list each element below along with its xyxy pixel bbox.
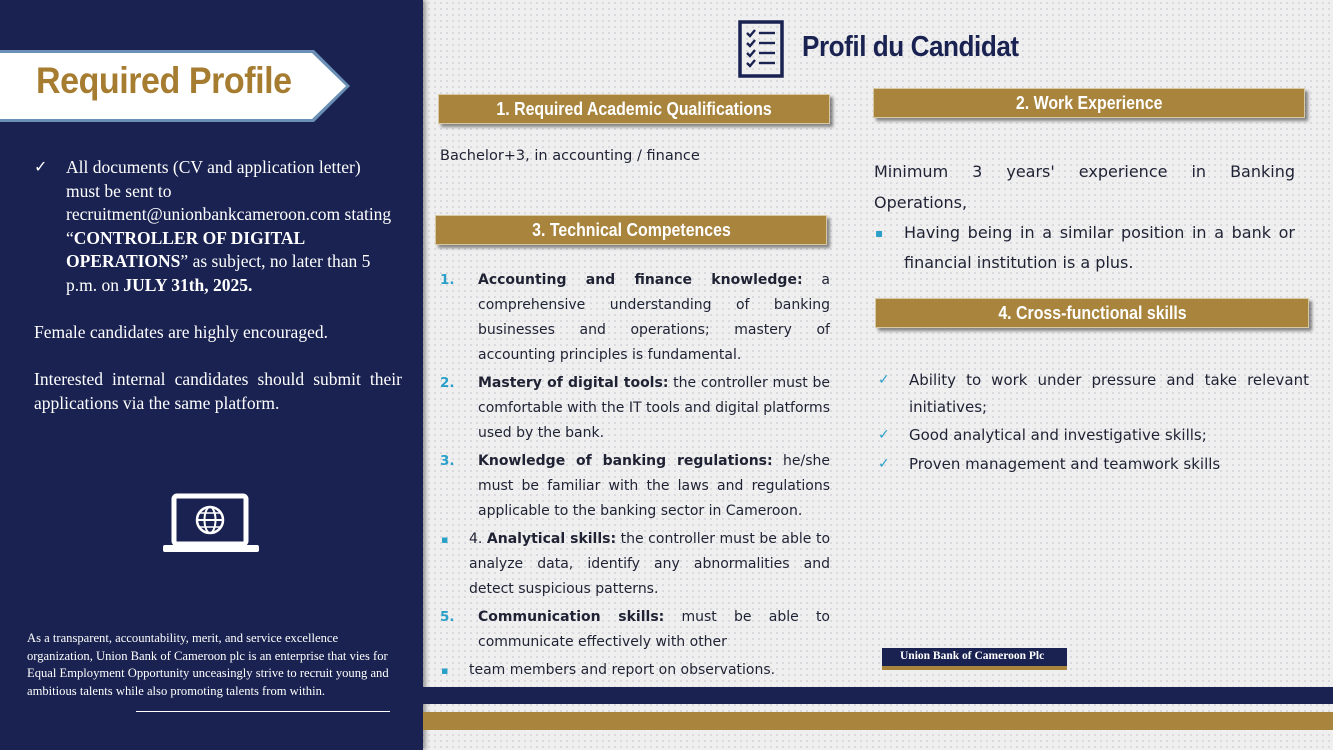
union-bank-logo <box>882 648 1067 670</box>
left-panel <box>0 0 423 750</box>
list-item <box>878 451 1309 478</box>
work-section-title: 2. Work Experience <box>1015 92 1163 113</box>
required-profile-banner <box>0 50 352 122</box>
internal-candidates-note: Interested internal candidates should submit their applications via the same platform. <box>34 369 402 413</box>
gold-stripe <box>423 712 1333 730</box>
navy-stripe <box>423 687 1333 704</box>
work-section-header <box>873 88 1305 118</box>
checkmark-icon: ✓ <box>878 372 890 388</box>
logo-text: Union Bank of Cameroon Plc <box>900 650 1045 662</box>
instructions-text-2: ” as subject, no later than 5 p.m. on <box>66 251 371 295</box>
checkmark-icon: ✓ <box>34 159 48 176</box>
list-item <box>440 605 830 655</box>
list-marker: 3. <box>440 453 455 469</box>
checkmark-icon: ✓ <box>878 427 890 443</box>
equal-opportunity-statement: As a transparent, accountability, merit, and service excellence organization, Union Bank of Cameroon plc is an enterprise that vies for Equal Employment Opportunity unceasingly strive to recruit young and ambitious talents while also promoting talents from within. <box>27 631 389 698</box>
footer-divider <box>136 711 390 712</box>
list-item <box>878 367 1309 420</box>
list-item <box>440 449 830 524</box>
item-text: he/she must be familiar with the laws and regulations applicable to the banking sector in Cameroon. <box>478 453 830 519</box>
technical-section-title: 3. Technical Competences <box>531 219 731 240</box>
checklist-icon <box>738 20 784 82</box>
skill-text: Proven management and teamwork skills <box>909 454 1221 473</box>
square-bullet-icon: ▪ <box>441 533 449 546</box>
female-candidates-note: Female candidates are highly encouraged. <box>34 322 328 342</box>
technical-section-header <box>435 215 827 245</box>
academic-section-header <box>438 94 830 124</box>
work-bullet-text: Having being in a similar position in a bank or financial institution is a plus. <box>904 223 1295 272</box>
item-heading: Knowledge of banking regulations: <box>478 453 773 469</box>
list-marker: 5. <box>440 609 455 625</box>
checkmark-icon: ✓ <box>878 455 890 472</box>
academic-section-title: 1. Required Academic Qualifications <box>496 98 772 119</box>
cross-skills-list <box>878 367 1309 479</box>
list-item <box>440 527 830 602</box>
academic-text: Bachelor+3, in accounting / finance <box>440 148 700 164</box>
application-instructions <box>34 156 394 297</box>
cross-section-header <box>875 298 1309 328</box>
item-heading: Mastery of digital tools: <box>478 375 669 391</box>
banner-title: Required Profile <box>36 60 292 101</box>
work-experience-text: Minimum 3 years' experience in Banking Operations, <box>874 162 1295 212</box>
cross-section-title: 4. Cross-functional skills <box>997 302 1187 323</box>
list-marker: 1. <box>440 272 455 288</box>
item-prefix: 4. <box>469 531 487 547</box>
instructions-text: All documents (CV and application letter) must be sent to recruitment@unionbankcameroon.com stating “ <box>66 157 392 248</box>
technical-competences-list <box>440 268 830 686</box>
item-heading: Analytical skills: <box>486 531 617 547</box>
square-bullet-icon: ▪ <box>441 664 449 677</box>
laptop-globe-icon <box>162 493 260 559</box>
list-item <box>440 371 830 446</box>
list-item <box>878 422 1309 449</box>
item-heading: Communication skills: <box>478 609 665 625</box>
deadline-text: JULY 31th, 2025. <box>123 274 253 295</box>
list-marker: 2. <box>440 375 455 391</box>
item-text: the controller must be able to analyze data, identify any abnormalities and detect suspicious patterns. <box>469 531 831 597</box>
item-heading: Accounting and finance knowledge: <box>478 272 803 288</box>
work-experience-bullet <box>874 218 1295 278</box>
item-text: a comprehensive understanding of banking businesses and operations; mastery of accounting principles is fundamental. <box>478 272 830 363</box>
item-text: team members and report on observations. <box>469 662 776 678</box>
skill-text: Ability to work under pressure and take relevant initiatives; <box>909 371 1309 416</box>
list-item <box>440 658 830 683</box>
item-text: the controller must be comfortable with the IT tools and digital platforms used by the bank. <box>478 375 831 441</box>
square-bullet-icon: ▪ <box>875 226 884 240</box>
skill-text: Good analytical and investigative skills; <box>909 426 1207 444</box>
list-item <box>440 268 830 368</box>
subject-text: CONTROLLER OF DIGITAL OPERATIONS <box>66 227 305 271</box>
item-text: must be able to communicate effectively with other <box>478 609 830 650</box>
page-title: Profil du Candidat <box>802 31 1019 63</box>
